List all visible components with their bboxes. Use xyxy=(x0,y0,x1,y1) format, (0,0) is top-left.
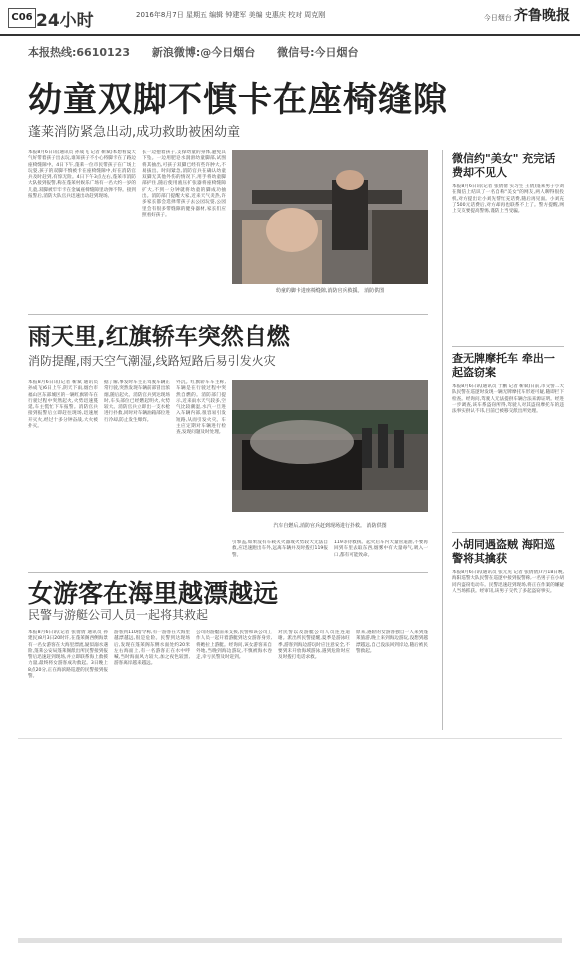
hotline: 本报热线:6610123 xyxy=(28,46,130,59)
sidebar3-body: 本报8月6日讯(通讯员 张元见 记者 张倩倩)7月18日晚,海阳巡警大队民警在巡逻中接到报警称,一名男子在小胡同内盗窃电动车。民警迅速赶到现场,将正在作案的嫌疑人当场抓获。经审讯,该男子交代了多起盗窃事实。 xyxy=(452,570,564,594)
story3-col3: 公司的游艇前来支援,民警和该公司工作人员一起开着游艇到达女游客身旁,将她拉上游艇。经询问,该女游客来自外地,当晚到海边游玩,不慎被海水卷走,幸亏民警及时赶到。 xyxy=(196,630,272,661)
story2-tail1: 引擎盖,如果没有车载灭火器或火势较大无法自救,应迅速跑出车外,远离车辆并及时拨打119报警。 xyxy=(232,540,328,558)
brand xyxy=(484,5,570,25)
story1-headline: 幼童双脚不慎卡在座椅缝隙 xyxy=(28,80,448,120)
story1-col1: 本报8月6日讯(通讯员 孙成飞 记者 靳斌)本想看夏天气好带着孩子出去玩,谁知孩子不小心将脚卡在了路边座椅缝隙中。4日下午,蓬莱一位市民带孩子在广场上玩耍,孩子的双脚不慎被卡在座椅缝隙中,好在消防官兵及时赶到,有惊无险。4日下午3点左右,蓬莱市消防大队接到报警,称在蓬莱村娱乐广场有一名大约一岁的儿童,双脚被牢牢卡在金属座椅缝隙里动弹不得。接到报警后,消防大队官兵迅速出动赶到现场。 xyxy=(28,150,136,200)
sidebar1-body: 本报8月6日讯(记者 张倩倩 实习生 王倩)蓬莱男子小刘在微信上结识了一名自称"美女"的网友,两人聊得很投机,对方提出让小刘先帮忙充话费,随后再见面。小刘充了500元话费后,对方却再也联系不上了。警方提醒,网上交友要提高警惕,谨防上当受骗。 xyxy=(452,184,564,215)
story3-subheadline: 民警与游艇公司人员一起将其救起 xyxy=(28,608,209,622)
divider xyxy=(28,314,428,315)
divider xyxy=(28,572,428,573)
story3-col5: 原来,遇险的女游客独自一人来到蓬莱旅游,晚上来到海边游玩,没想到越漂越远,自己没法回到岸边,随后被民警救起。 xyxy=(356,630,428,654)
divider xyxy=(452,532,564,533)
story2-tail2: 119等待救援。起火后车内大量管道油,不要再回到车里去取东西,烟雾中有大量毒气,吸入一口,都有可能致命。 xyxy=(334,540,428,558)
story1-subheadline: 蓬莱消防紧急出动,成功救助被困幼童 xyxy=(28,125,241,140)
sidebar3-headline: 小胡同遇盗贼 海阳巡警将其擒获 xyxy=(452,538,555,565)
story1-photo-caption: 幼童的脚卡进座椅缝隙,消防官兵救援。 消防供图 xyxy=(275,288,385,294)
story2-headline: 雨天里,红旗轿车突然自燃 xyxy=(28,324,290,350)
brand-small: 今日烟台 xyxy=(483,14,512,22)
brand-logo: 齐鲁晚报 xyxy=(514,8,570,24)
story2-photo xyxy=(232,380,428,512)
story3-col1: 本报8月6日讯(记者 张倩倩 通讯员 孙建民)8月3日20时许,在蓬莱阁西侧海景有一名女游客在大海里漂流,疑似溺水遇险,蓬莱公安局蓬莱阁派出所民警接到报警后迅速赶到现场,并立即联系海上救援力量,最终将女游客成功救起。3日晚上8点20分,正在海滨路巡逻的民警接到报警。 xyxy=(28,630,108,680)
story2-photo-caption: 汽车自燃后,消防官兵赶到现场进行扑救。 消防供图 xyxy=(273,523,387,529)
sidebar2-body: 本报8月6日讯(通讯员 于鹏 记者 靳斌)日前,市交警二大队民警在巡逻时发现一辆无牌摩托车形迹可疑,随即拦下检查。经询问,驾驶人无法提供车辆合法来源证明。经进一步调查,该车系盗窃所得,驾驶人对其盗窃摩托车的违法事实供认不讳,目前已被移交派出所处理。 xyxy=(452,384,564,415)
story3-headline: 女游客在海里越漂越远 xyxy=(28,579,279,608)
weibo: 新浪微博:@今日烟台 xyxy=(151,46,256,59)
story3-col4: 对民警以及游艇公司人员连连道谢。派出所民警提醒,夏季是游泳旺季,游客到海边游玩时应注意安全,不要到未开放海域游泳,遇到危险时应及时拨打电话求救。 xyxy=(278,630,350,661)
story2-col2: 据了解,事发时车主正驾驶车辆正常行驶,突然发现车辆前部冒出浓烟,随后起火。消防官兵到达现场时,车头部位已经燃起明火,火势较大。消防官兵立即出一支水枪进行扑救,同时对车辆油箱部位进行冷却,防止发生爆炸。 xyxy=(104,380,170,423)
sidebar2-headline: 查无牌摩托车 牵出一起盗窃案 xyxy=(452,352,555,379)
story1-col2: 长一边抱着孩子,支撑幼童的身体,避免其下坠。一边用肥皂水润滑幼童脚部,试图将其抽出,可孩子双脚已经有些许肿大,不易拔出。时间紧急,消防官兵在确认幼童双脚无其他外伤的情况下,用手将幼童脚部护住,随后使用液压扩张器将座椅缝隙扩大,不到一分钟就将幼童的脚成功抽出。消防部门提醒大家,近来天气炎热,许多家长都会选择带孩子去公园玩耍,公园里会有很多带缝隙的健身器材,家长们应照看好孩子。 xyxy=(142,150,226,218)
story1-photo xyxy=(232,150,428,284)
sidebar-divider xyxy=(442,150,443,730)
page-number: C06 xyxy=(8,8,36,28)
scroll-strip xyxy=(18,938,562,943)
page-bottom-rule xyxy=(18,738,562,739)
contact-bar xyxy=(28,44,376,60)
story2-col3: 外沉。红旗轿车车主称,车辆是在行驶过程中突然自燃的。消防部门提示,近来雨水天气较多,空气比较潮湿,水汽一旦进入车辆内部,很容易引发短路,从而引发火灾。车主应定期对车辆进行检查,发现问题及时处理。 xyxy=(176,380,226,436)
wechat: 微信号:今日烟台 xyxy=(277,46,359,59)
section-title: 24小时 xyxy=(36,11,94,31)
story2-col1: 本报8月6日讯(记者 靳斌 通讯员 孙成飞)6日上午,阴天下雨,烟台市福山区东部城区的一辆红旗轿车在行驶过程中突然起火,火势迅速蔓延,车主慌忙下车报警。消防官兵接到报警后立即赶往现场,迅速展开灭火,经过十多分钟奋战,大火被扑灭。 xyxy=(28,380,98,430)
header-meta: 2016年8月7日 星期五 编辑 钟建军 美编 史惠庆 校对 周克刚 xyxy=(136,11,326,19)
divider xyxy=(452,346,564,347)
story2-subheadline: 消防提醒,雨天空气潮湿,线路短路后易引发火灾 xyxy=(28,354,276,368)
sidebar1-headline: 微信约"美女" 充完话费却不见人 xyxy=(452,152,556,179)
story3-col2: 游客到110指令称,有一游客在大海里越漂越远,很是危险。民警到达现场后,发现在蓬莱阁东侧水面处约20米左右海面上,有一名游客正在水中呼喊,当时海面风力较大,加之夜色较黑,游客离岸越来越远。 xyxy=(114,630,190,667)
